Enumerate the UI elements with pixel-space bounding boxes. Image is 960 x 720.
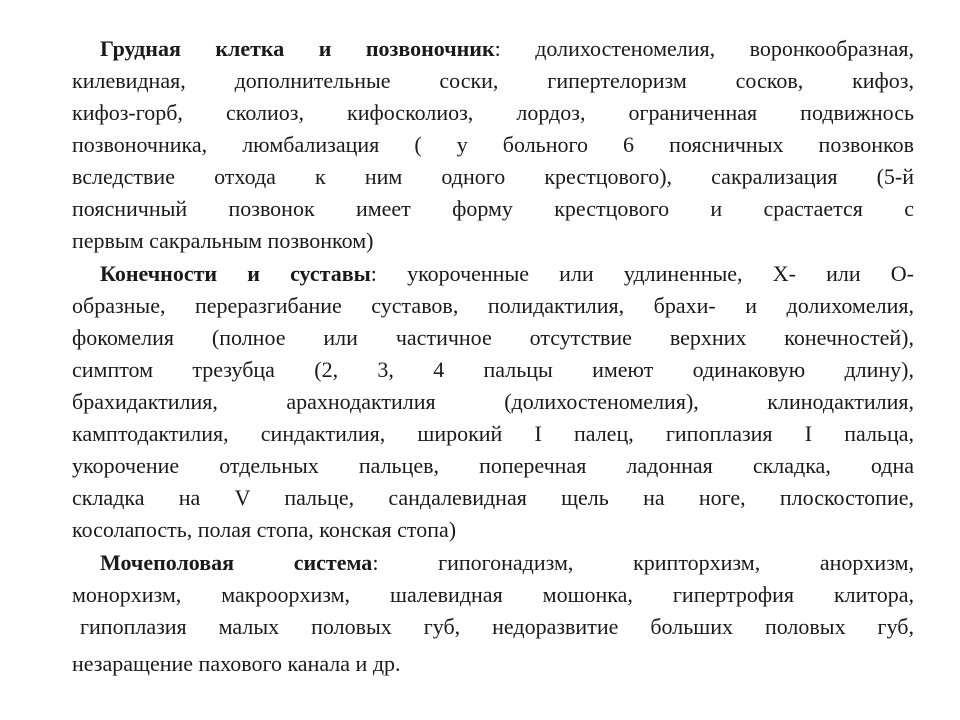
section2-line: образные, переразгибание суставов, полидактилия, брахи- и долихомелия,	[72, 293, 914, 318]
section1-line: кифоз-горб, сколиоз, кифосколиоз, лордоз, ограниченная подвижнось	[72, 100, 914, 125]
section2-first-line-text: : укороченные или удлиненные, Х- или О-	[370, 261, 914, 286]
section2-line: симптом трезубца (2, 3, 4 пальцы имеют одинаковую длину),	[72, 357, 914, 382]
section2-line: камптодактилия, синдактилия, широкий I палец, гипоплазия I пальца,	[72, 421, 914, 446]
section1-heading: Грудная клетка и позвоночник	[100, 36, 495, 61]
section2-line: укорочение отдельных пальцев, поперечная ладонная складка, одна	[72, 453, 914, 478]
section2-line: брахидактилия, арахнодактилия (долихостеномелия), клинодактилия,	[72, 389, 914, 414]
section1-line: вследствие отхода к ним одного крестцового), сакрализация (5-й	[72, 164, 914, 189]
section2-line: фокомелия (полное или частичное отсутствие верхних конечностей),	[72, 325, 914, 350]
section1-line: килевидная, дополнительные соски, гипертелоризм сосков, кифоз,	[72, 68, 914, 93]
section1-first-line-text: : долихостеномелия, воронкообразная,	[494, 36, 914, 61]
section3-first-line	[100, 547, 914, 579]
section1-first-line	[100, 33, 914, 65]
section1-line: первым сакральным позвонком)	[72, 228, 374, 253]
section2-heading: Конечности и суставы	[100, 261, 371, 286]
section2-line: косолапость, полая стопа, конская стопа)	[72, 517, 457, 542]
section3-line: гипоплазия малых половых губ, недоразвитие больших половых губ,	[80, 614, 914, 639]
section3-first-line-text: : гипогонадизм, крипторхизм, анорхизм,	[372, 550, 914, 575]
section3-line: монорхизм, макроорхизм, шалевидная мошонка, гипертрофия клитора,	[72, 582, 914, 607]
section2-line: складка на V пальце, сандалевидная щель на ноге, плоскостопие,	[72, 485, 914, 510]
section3-heading: Мочеполовая система	[100, 550, 373, 575]
section3-line: незаращение пахового канала и др.	[72, 651, 401, 676]
section1-line: поясничный позвонок имеет форму крестцового и срастается с	[72, 196, 914, 221]
section2-first-line	[100, 258, 914, 290]
section1-line: позвоночника, люмбализация ( у больного 6 поясничных позвонков	[72, 132, 914, 157]
